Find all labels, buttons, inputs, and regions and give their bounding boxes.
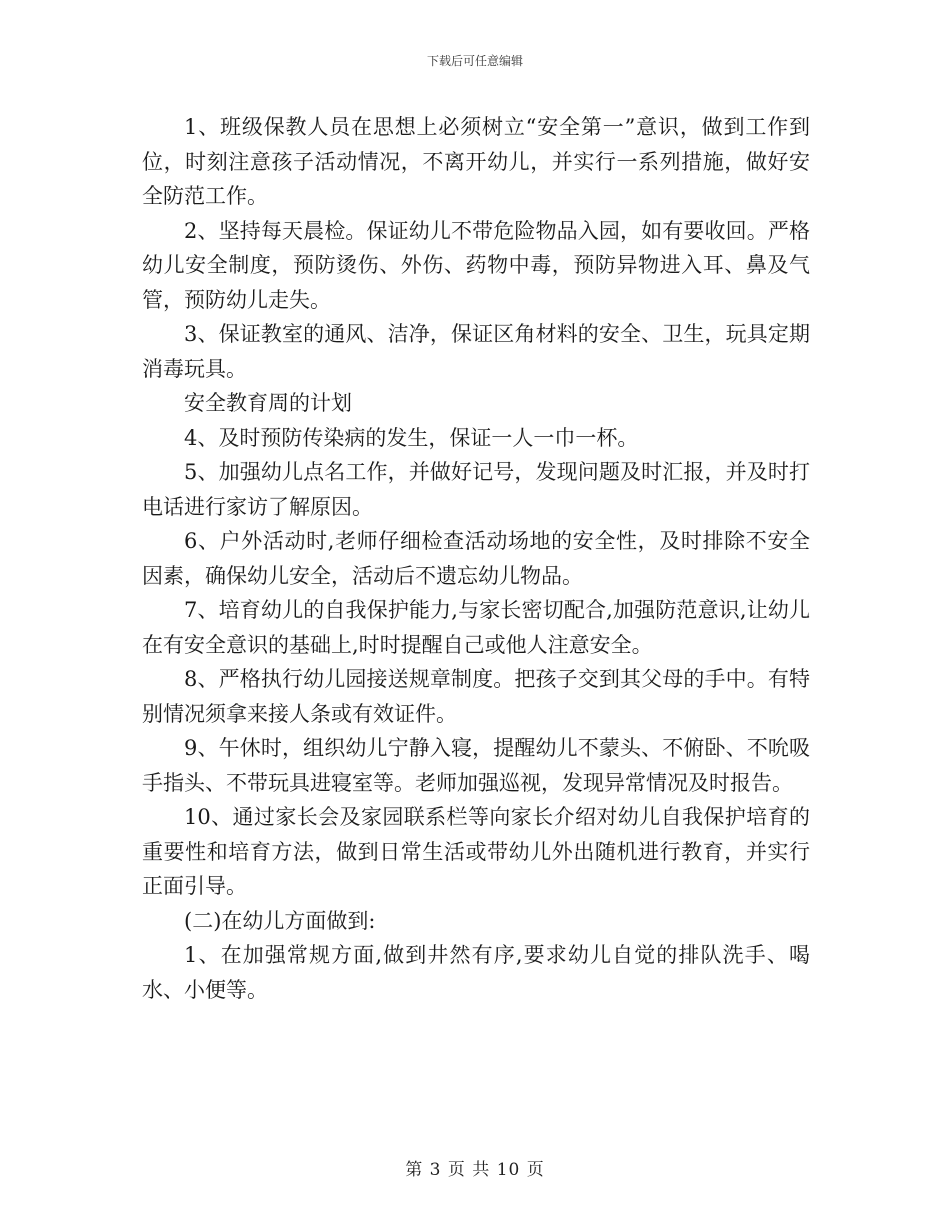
paragraph-6: 6、户外活动时,老师仔细检查活动场地的安全性，及时排除不安全因素，确保幼儿安全，活动后不遗忘幼儿物品。	[142, 529, 810, 588]
paragraph-1: 1、班级保教人员在思想上必须树立“安全第一”意识，做到工作到位，时刻注意孩子活动情况，不离开幼儿，并实行一系列措施，做好安全防范工作。	[142, 115, 810, 208]
section-heading: 安全教育周的计划	[184, 391, 352, 415]
paragraph-4: 4、及时预防传染病的发生，保证一人一巾一杯。	[184, 425, 639, 450]
paragraph-3: 3、保证教室的通风、洁净，保证区角材料的安全、卫生，玩具定期消毒玩具。	[142, 322, 810, 381]
paragraph-10: 10、通过家长会及家园联系栏等向家长介绍对幼儿自我保护培育的重要性和培育方法，做到日常生活或带幼儿外出随机进行教育，并实行正面引导。	[142, 805, 810, 898]
paragraph-5: 5、加强幼儿点名工作，并做好记号，发现问题及时汇报，并及时打电话进行家访了解原因。	[142, 460, 810, 519]
paragraph-9: 9、午休时，组织幼儿宁静入寝，提醒幼儿不蒙头、不俯卧、不吮吸手指头、不带玩具进寝室等。老师加强巡视，发现异常情况及时报告。	[142, 736, 810, 795]
paragraph-child-1: 1、在加强常规方面,做到井然有序,要求幼儿自觉的排队洗手、喝水、小便等。	[142, 943, 810, 1002]
subsection-heading: (二)在幼儿方面做到:	[184, 908, 376, 933]
paragraph-2: 2、坚持每天晨检。保证幼儿不带危险物品入园，如有要收回。严格幼儿安全制度，预防烫伤、外伤、药物中毒，预防异物进入耳、鼻及气管，预防幼儿走失。	[142, 218, 810, 312]
page-number: 第 3 页 共 10 页	[405, 1160, 545, 1180]
header-note: 下载后可任意编辑	[426, 54, 523, 68]
paragraph-8: 8、严格执行幼儿园接送规章制度。把孩子交到其父母的手中。有特别情况须拿来接人条或有效证件。	[142, 667, 810, 726]
document-body	[142, 110, 810, 1007]
paragraph-7: 7、培育幼儿的自我保护能力,与家长密切配合,加强防范意识,让幼儿在有安全意识的基础上,时时提醒自己或他人注意安全。	[142, 598, 810, 657]
